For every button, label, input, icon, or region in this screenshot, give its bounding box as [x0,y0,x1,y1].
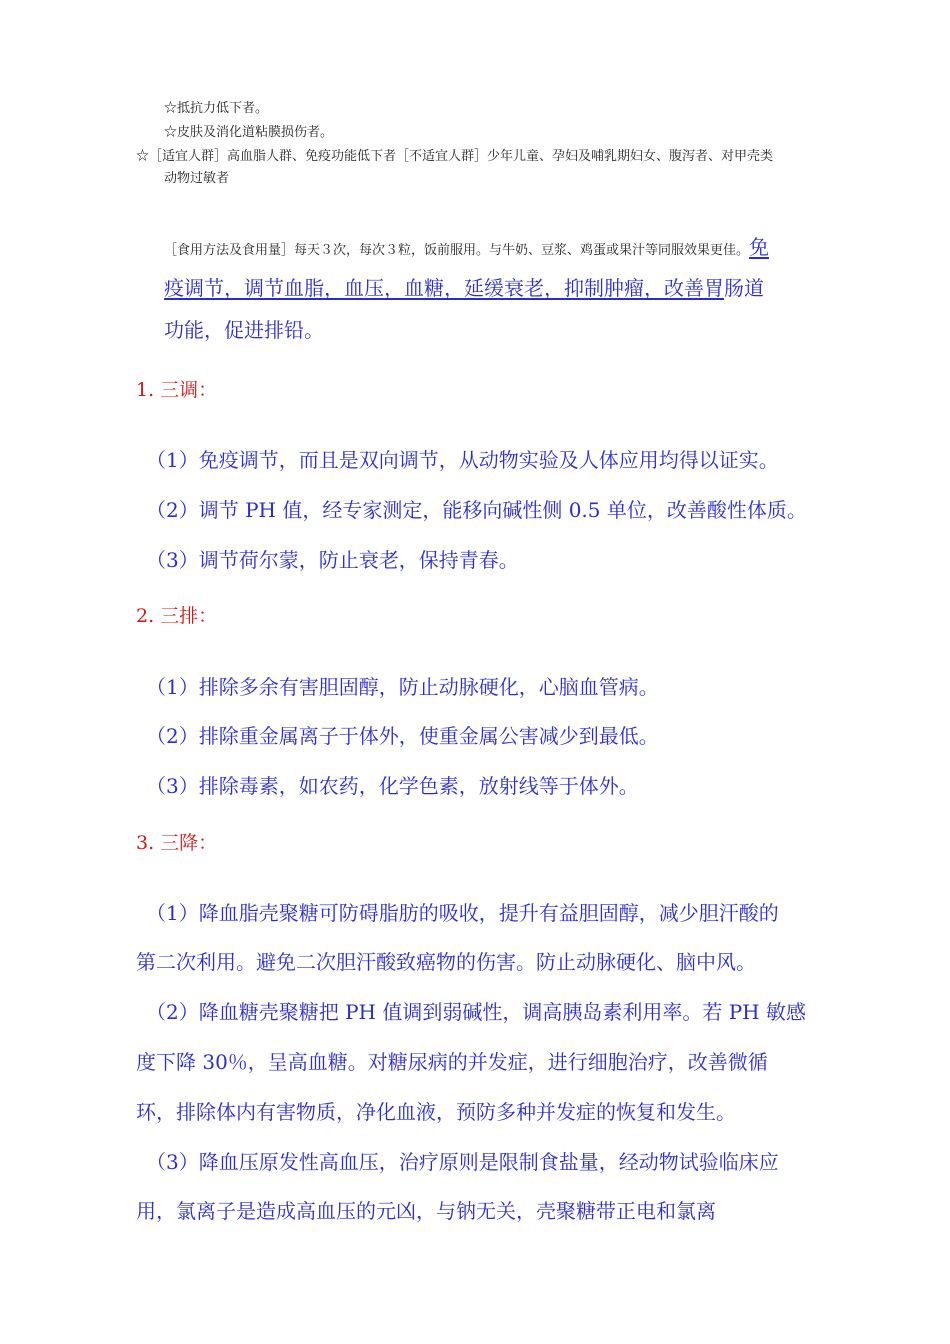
list-item: （2）排除重金属离子于体外，使重金属公害减少到最低。 [146,724,659,748]
paragraph-sugar-line3: 环，排除体内有害物质，净化血液，预防多种并发症的恢复和发生。 [136,1100,736,1124]
paragraph-pressure-line2: 用，氯离子是造成高血压的元凶，与钠无关，壳聚糖带正电和氯离 [136,1199,716,1223]
section-heading-discharge: 2. 三排： [136,605,218,627]
paragraph-pressure-line1: （3）降血压原发性高血压，治疗原则是限制食盐量，经动物试验临床应 [146,1150,779,1174]
note-suitable-population: ☆［适宜人群］高血脂人群、免疫功能低下者［不适宜人群］少年儿童、孕妇及哺乳期妇女、腹泻者、对甲壳类 [136,149,774,164]
paragraph-lipid-line2: 第二次利用。避免二次胆汗酸致癌物的伤害。防止动脉硬化、脑中风。 [136,950,756,974]
usage-label: ［食用方法及食用量］每天３次，每次３粒，饭前服用。与牛奶、豆浆、鸡蛋或果汁等同服效果更佳。 [164,243,750,258]
usage-line-1 [164,231,769,260]
list-item: （3）排除毒素，如农药，化学色素，放射线等于体外。 [146,774,639,798]
note-low-immunity: ☆抵抗力低下者。 [164,101,269,116]
paragraph-lipid-line1: （1）降血脂壳聚糖可防碍脂肪的吸收，提升有益胆固醇，减少胆汗酸的 [146,901,779,925]
usage-line-3: 功能，促进排铅。 [164,318,324,342]
paragraph-sugar-line2: 度下降 30％，呈高血糖。对糖尿病的并发症，进行细胞治疗，改善微循 [136,1050,768,1074]
section-heading-lower: 3. 三降： [136,832,218,854]
section-heading-adjust: 1. 三调： [136,379,218,401]
benefits-link[interactable]: 免 [749,235,770,259]
list-item: （1）免疫调节，而且是双向调节，从动物实验及人体应用均得以证实。 [146,448,779,472]
list-item: （1）排除多余有害胆固醇，防止动脉硬化，心脑血管病。 [146,675,659,699]
list-item: （3）调节荷尔蒙，防止衰老，保持青春。 [146,548,519,572]
usage-plain-text: 肠道 [724,276,764,300]
list-item: （2）调节 PH 值，经专家测定，能移向碱性侧 0.5 单位，改善酸性体质。 [146,498,807,522]
paragraph-sugar-line1: （2）降血糖壳聚糖把 PH 值调到弱碱性，调高胰岛素利用率。若 PH 敏感 [146,1000,806,1024]
usage-line-2 [164,272,764,301]
note-skin-damage: ☆皮肤及消化道粘膜损伤者。 [164,125,334,140]
note-suitable-population-cont: 动物过敏者 [164,171,230,186]
benefits-link-cont[interactable]: 疫调节，调节血脂，血压，血糖，延缓衰老，抑制肿瘤，改善胃 [164,276,724,300]
